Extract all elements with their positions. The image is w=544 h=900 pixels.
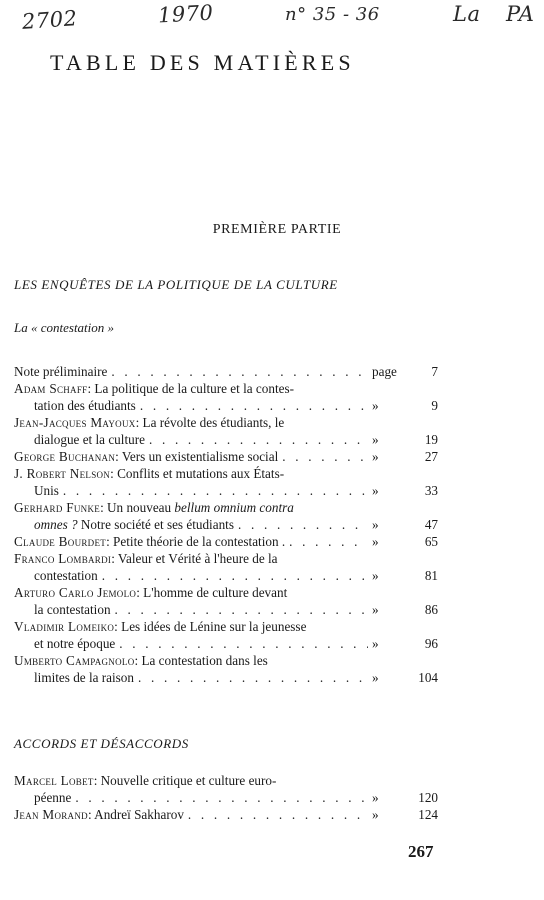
section-heading-accords: ACCORDS ET DÉSACCORDS <box>14 736 189 751</box>
toc-title-text: : Un nouveau <box>100 500 175 515</box>
toc-entry-line <box>14 772 438 789</box>
toc-page-ref <box>372 482 438 499</box>
toc-author: Franco Lombardi <box>14 551 112 566</box>
toc-title-text: Note préliminaire <box>14 364 108 379</box>
toc-title-text: : Nouvelle critique et culture euro- <box>93 773 277 788</box>
toc-entry-line <box>14 635 438 652</box>
toc-page-ref <box>372 635 438 652</box>
toc-page-ref <box>372 397 438 414</box>
toc-page-number: 33 <box>424 483 438 498</box>
toc-page-number: 7 <box>431 364 438 379</box>
toc-entry <box>14 448 438 465</box>
handwritten-note-pa: PA <box>506 2 535 26</box>
toc-entry-text <box>34 635 115 652</box>
toc-author: Jean-Jacques Mayoux <box>14 415 136 430</box>
toc-entry <box>14 533 438 550</box>
dot-leader <box>63 482 368 499</box>
toc-entry-text <box>14 363 107 380</box>
toc-page-marker: » <box>372 670 379 685</box>
toc-entry-text <box>14 533 285 550</box>
toc-entry-line <box>14 567 438 584</box>
toc-title-text: : L'homme de culture devant <box>136 585 288 600</box>
toc-page-ref <box>372 431 438 448</box>
toc-page-marker: » <box>372 602 379 617</box>
dot-leader <box>149 431 368 448</box>
toc-entry-line <box>14 601 438 618</box>
toc-title-text: : Conflits et mutations aux États- <box>110 466 285 481</box>
toc-list-accords <box>14 772 438 823</box>
toc-page-ref <box>372 789 438 806</box>
toc-entry-line <box>14 397 438 414</box>
handwritten-note-number: 2702 <box>21 6 79 34</box>
toc-title-text: Notre société et ses étudiants <box>80 517 234 532</box>
toc-entry-text <box>14 806 184 823</box>
toc-author: Umberto Campagnolo <box>14 653 135 668</box>
toc-author: Marcel Lobet <box>14 773 94 788</box>
toc-author: Jean Morand <box>14 807 88 822</box>
toc-entry <box>14 465 438 499</box>
part-heading: PREMIÈRE PARTIE <box>212 222 342 237</box>
toc-title-text: : Petite théorie de la contestation . <box>106 534 286 549</box>
toc-entry-text <box>34 397 136 414</box>
toc-author: Gerhard Funke <box>14 500 101 515</box>
toc-page-marker: » <box>372 398 379 413</box>
toc-page-ref <box>372 806 438 823</box>
toc-entry-line <box>14 618 438 635</box>
toc-entry-text <box>34 601 111 618</box>
toc-author: Arturo Carlo Jemolo <box>14 585 137 600</box>
page-number: 267 <box>408 842 434 861</box>
toc-page-marker: » <box>372 636 379 651</box>
subsection-heading-contestation: La « contestation » <box>14 320 115 335</box>
section-heading-enquetes: LES ENQUÊTES DE LA POLITIQUE DE LA CULTURE <box>14 277 338 292</box>
toc-entry-line <box>14 499 438 516</box>
toc-entry-line <box>14 550 438 567</box>
handwritten-note-issue: n° 35 - 36 <box>285 4 380 25</box>
dot-leader <box>115 601 368 618</box>
toc-entry-line <box>14 380 438 397</box>
toc-entry-text <box>14 380 294 397</box>
dot-leader <box>138 669 368 686</box>
toc-entry-text <box>34 567 98 584</box>
toc-page-marker: » <box>372 432 379 447</box>
handwritten-note-la: La <box>453 2 481 26</box>
toc-page-ref <box>372 448 438 465</box>
dot-leader <box>140 397 368 414</box>
toc-title-text: et notre époque <box>34 636 116 651</box>
toc-page-number: 81 <box>424 568 438 583</box>
toc-entry <box>14 380 438 414</box>
toc-title-text: : Vers un existentialisme social <box>115 449 279 464</box>
toc-entry-text <box>14 499 294 516</box>
toc-entry-line <box>14 669 438 686</box>
toc-page-number: 124 <box>418 807 438 822</box>
toc-entry-text <box>34 482 59 499</box>
toc-entry-text <box>14 465 284 482</box>
toc-entry-text <box>34 516 234 533</box>
toc-page-marker: » <box>372 483 379 498</box>
toc-entry-text <box>14 550 278 567</box>
toc-entry-line <box>14 448 438 465</box>
toc-entry-line <box>14 533 438 550</box>
toc-author: George Buchanan <box>14 449 116 464</box>
toc-page-ref <box>372 516 438 533</box>
toc-entry-text <box>14 584 287 601</box>
toc-entry-text <box>14 652 268 669</box>
toc-page-marker: » <box>372 790 379 805</box>
toc-entry <box>14 414 438 448</box>
toc-title-text: : Les idées de Lénine sur la jeunesse <box>114 619 307 634</box>
toc-author: Vladimir Lomeiko <box>14 619 115 634</box>
toc-italic-title: bellum omnium contra <box>174 500 294 515</box>
toc-page-ref <box>372 363 438 380</box>
dot-leader <box>238 516 368 533</box>
toc-title-text: tation des étudiants <box>34 398 136 413</box>
toc-entry-text <box>14 448 278 465</box>
toc-entry-text <box>34 431 145 448</box>
toc-page-number: 86 <box>424 602 438 617</box>
toc-entry-line <box>14 789 438 806</box>
toc-page-marker: » <box>372 534 379 549</box>
toc-page-number: 9 <box>431 398 438 413</box>
toc-entry <box>14 652 438 686</box>
toc-page-marker: » <box>372 568 379 583</box>
toc-entry-line <box>14 482 438 499</box>
toc-author: J. Robert Nelson <box>14 466 111 481</box>
toc-entry <box>14 363 438 380</box>
dot-leader <box>188 806 368 823</box>
toc-entry-text <box>14 414 284 431</box>
toc-page-number: 27 <box>424 449 438 464</box>
toc-title-text: la contestation <box>34 602 111 617</box>
toc-title-text: : La révolte des étudiants, le <box>135 415 285 430</box>
toc-entry-text <box>34 789 71 806</box>
toc-title-text: dialogue et la culture <box>34 432 145 447</box>
toc-list-contestation <box>14 363 438 686</box>
toc-page-marker: page <box>372 364 397 379</box>
handwritten-note-year: 1970 <box>157 0 215 28</box>
toc-page-number: 65 <box>424 534 438 549</box>
dot-leader <box>111 363 368 380</box>
toc-title-text: péenne <box>34 790 72 805</box>
toc-entry-line <box>14 363 438 380</box>
toc-page-ref <box>372 533 438 550</box>
toc-page-marker: » <box>372 517 379 532</box>
toc-page-ref <box>372 567 438 584</box>
toc-title-text: : La politique de la culture et la contes- <box>87 381 294 396</box>
toc-entry-line <box>14 516 438 533</box>
toc-entry-text <box>14 772 276 789</box>
toc-title-text: limites de la raison <box>34 670 134 685</box>
toc-entry-text <box>14 618 306 635</box>
dot-leader <box>282 448 368 465</box>
toc-entry <box>14 550 438 584</box>
toc-page-number: 96 <box>424 636 438 651</box>
page-title: TABLE DES MATIÈRES <box>50 50 355 75</box>
toc-page-number: 104 <box>418 670 438 685</box>
toc-author: Adam Schaff <box>14 381 88 396</box>
toc-entry-line <box>14 806 438 823</box>
toc-entry-line <box>14 584 438 601</box>
toc-page-ref <box>372 669 438 686</box>
toc-entry-line <box>14 431 438 448</box>
toc-entry-line <box>14 414 438 431</box>
toc-page-number: 19 <box>424 432 438 447</box>
toc-entry-line <box>14 465 438 482</box>
toc-entry <box>14 806 438 823</box>
toc-title-text: : La contestation dans les <box>134 653 268 668</box>
toc-page-ref <box>372 601 438 618</box>
dot-leader <box>119 635 368 652</box>
dot-leader <box>102 567 368 584</box>
toc-page-marker: » <box>372 449 379 464</box>
dot-leader <box>289 533 368 550</box>
toc-entry <box>14 584 438 618</box>
toc-page-number: 120 <box>418 790 438 805</box>
toc-entry <box>14 499 438 533</box>
toc-italic-title: omnes ? <box>34 517 78 532</box>
toc-page-marker: » <box>372 807 379 822</box>
dot-leader <box>75 789 368 806</box>
toc-title-text: Unis <box>34 483 59 498</box>
toc-page-number: 47 <box>424 517 438 532</box>
toc-entry <box>14 772 438 806</box>
toc-title-text: : Valeur et Vérité à l'heure de la <box>111 551 278 566</box>
toc-entry-text <box>34 669 134 686</box>
toc-entry-line <box>14 652 438 669</box>
toc-title-text: contestation <box>34 568 98 583</box>
toc-author: Claude Bourdet <box>14 534 107 549</box>
toc-title-text: : Andreï Sakharov <box>87 807 184 822</box>
toc-entry <box>14 618 438 652</box>
